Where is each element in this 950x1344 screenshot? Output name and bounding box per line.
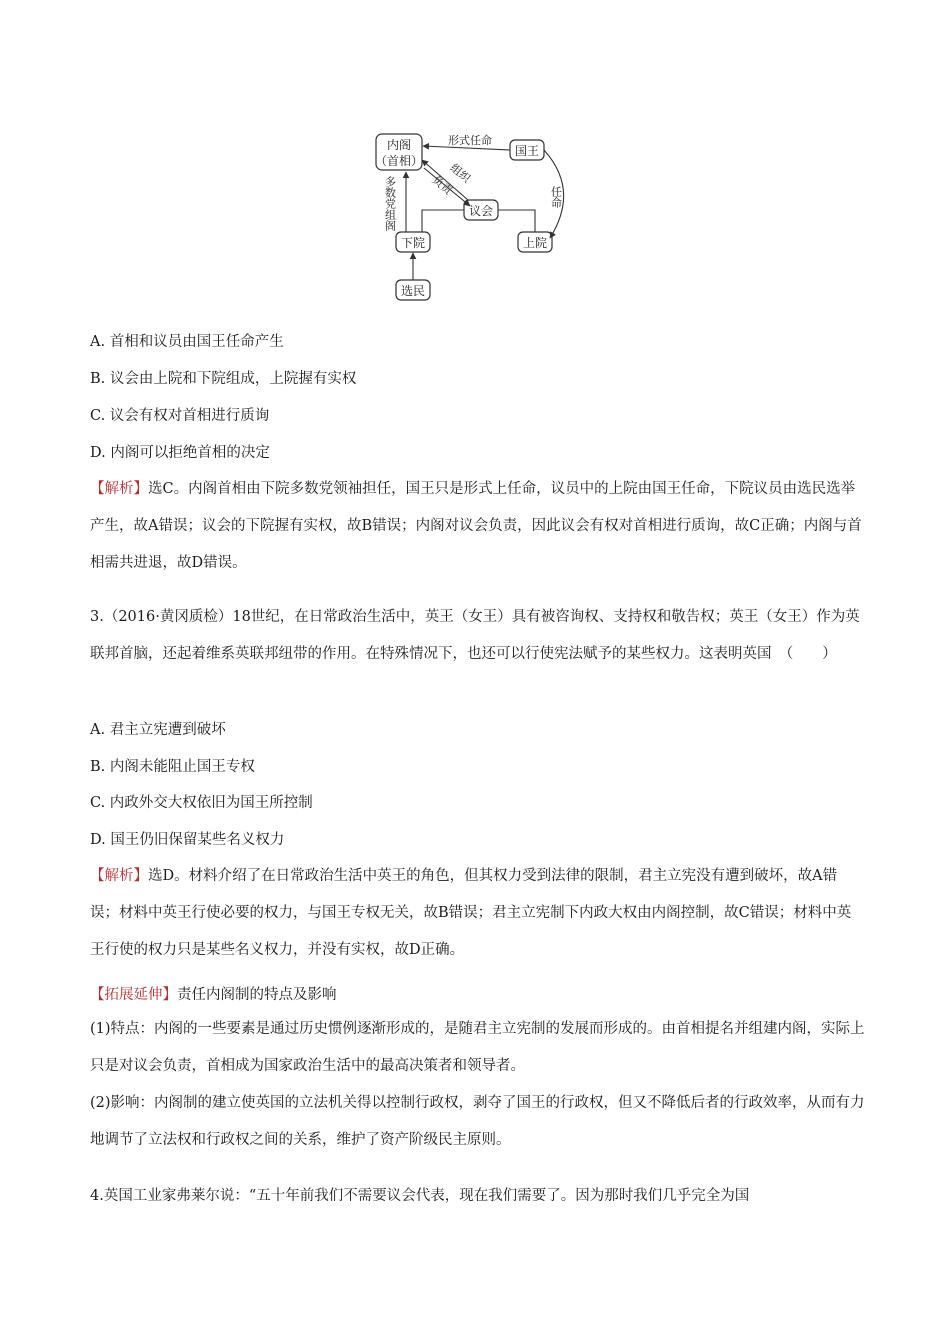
analysis-tag: 【解析】: [90, 481, 148, 497]
q2-option-c: C. 议会有权对首相进行质询: [90, 408, 270, 424]
q3-analysis: [90, 858, 865, 969]
lower-house-label: 下院: [400, 236, 426, 250]
q3-option-b: B. 内阁未能阻止国王专权: [90, 759, 255, 775]
q2-option-d: D. 内阁可以拒绝首相的决定: [90, 445, 270, 461]
q3-option-c: C. 内政外交大权依旧为国王所控制: [90, 795, 313, 811]
q3-analysis-text: 选D。材料介绍了在日常政治生活中英王的角色，但其权力受到法律的限制，君主立宪没有遭到破坏，故A错误；材料中英王行使必要的权力，与国王专权无关，故B错误；君主立宪制下内政大权由内阁控制，故C错误；材料中英王行使的权力只是某些名义权力，并没有实权，故D正确。: [90, 868, 852, 958]
upper-house-label: 上院: [522, 236, 548, 250]
extension-features: (1)特点：内阁的一些要素是通过历史惯例逐渐形成的，是随君主立宪制的发展而形成的。由首相提名并组建内阁，实际上只是对议会负责，首相成为国家政治生活中的最高决策者和领导者。: [90, 1021, 865, 1074]
extension-heading: [90, 985, 337, 1005]
government-structure-diagram: [360, 120, 580, 310]
q4-stem: 4.英国工业家弗莱尔说：“五十年前我们不需要议会代表，现在我们需要了。因为那时我们几乎完全为国: [90, 1188, 750, 1204]
cabinet-label-1: 内阁: [386, 138, 412, 152]
q2-analysis: [90, 471, 865, 582]
formal-appoint-label: 形式任命: [448, 134, 492, 147]
analysis-tag: 【解析】: [90, 868, 148, 884]
organize-label: 组织: [447, 161, 473, 186]
extension-impact: (2)影响：内阁制的建立使英国的立法机关得以控制行政权，剥夺了国王的行政权，但又不降低后者的行政效率，从而有力地调节了立法权和行政权之间的关系，维护了资产阶级民主原则。: [90, 1095, 865, 1148]
q3-option-d: D. 国王仍旧保留某些名义权力: [90, 832, 285, 848]
extension-title: 责任内阁制的特点及影响: [177, 987, 337, 1003]
majority-label: 多数党组阁: [383, 176, 397, 231]
voters-label: 选民: [400, 284, 426, 298]
q2-analysis-text: 选C。内阁首相由下院多数党领袖担任，国王只是形式上任命，议员中的上院由国王任命，下院议员由选民选举产生，故A错误；议会的下院握有实权，故B错误；内阁对议会负责，因此议会有权对首相进行质询，故C正确；内阁与首相需共进退，故D错误。: [90, 481, 862, 571]
parliament-label: 议会: [468, 204, 494, 218]
parliament-to-lower-bracket: [422, 210, 464, 232]
cabinet-label-2: （首相）: [374, 154, 424, 168]
extension-tag: 【拓展延伸】: [90, 987, 177, 1003]
responsible-label: 负责: [429, 173, 455, 198]
q3-stem: 3.（2016·黄冈质检）18世纪，在日常政治生活中，英王（女王）具有被咨询权、支持权和敬告权；英王（女王）作为英联邦首脑，还起着维系英联邦纽带的作用。在特殊情况下，也还可以行使宪法赋予的某些权力。这表明英国 （ ）: [90, 609, 860, 662]
appoint-label: 任命: [549, 186, 563, 208]
q3-option-a: A. 君主立宪遭到破坏: [90, 722, 226, 738]
q2-option-a: A. 首相和议员由国王任命产生: [90, 334, 284, 350]
king-label: 国王: [514, 144, 540, 158]
parliament-to-upper-bracket: [498, 210, 535, 232]
q2-option-b: B. 议会由上院和下院组成，上院握有实权: [90, 371, 357, 387]
